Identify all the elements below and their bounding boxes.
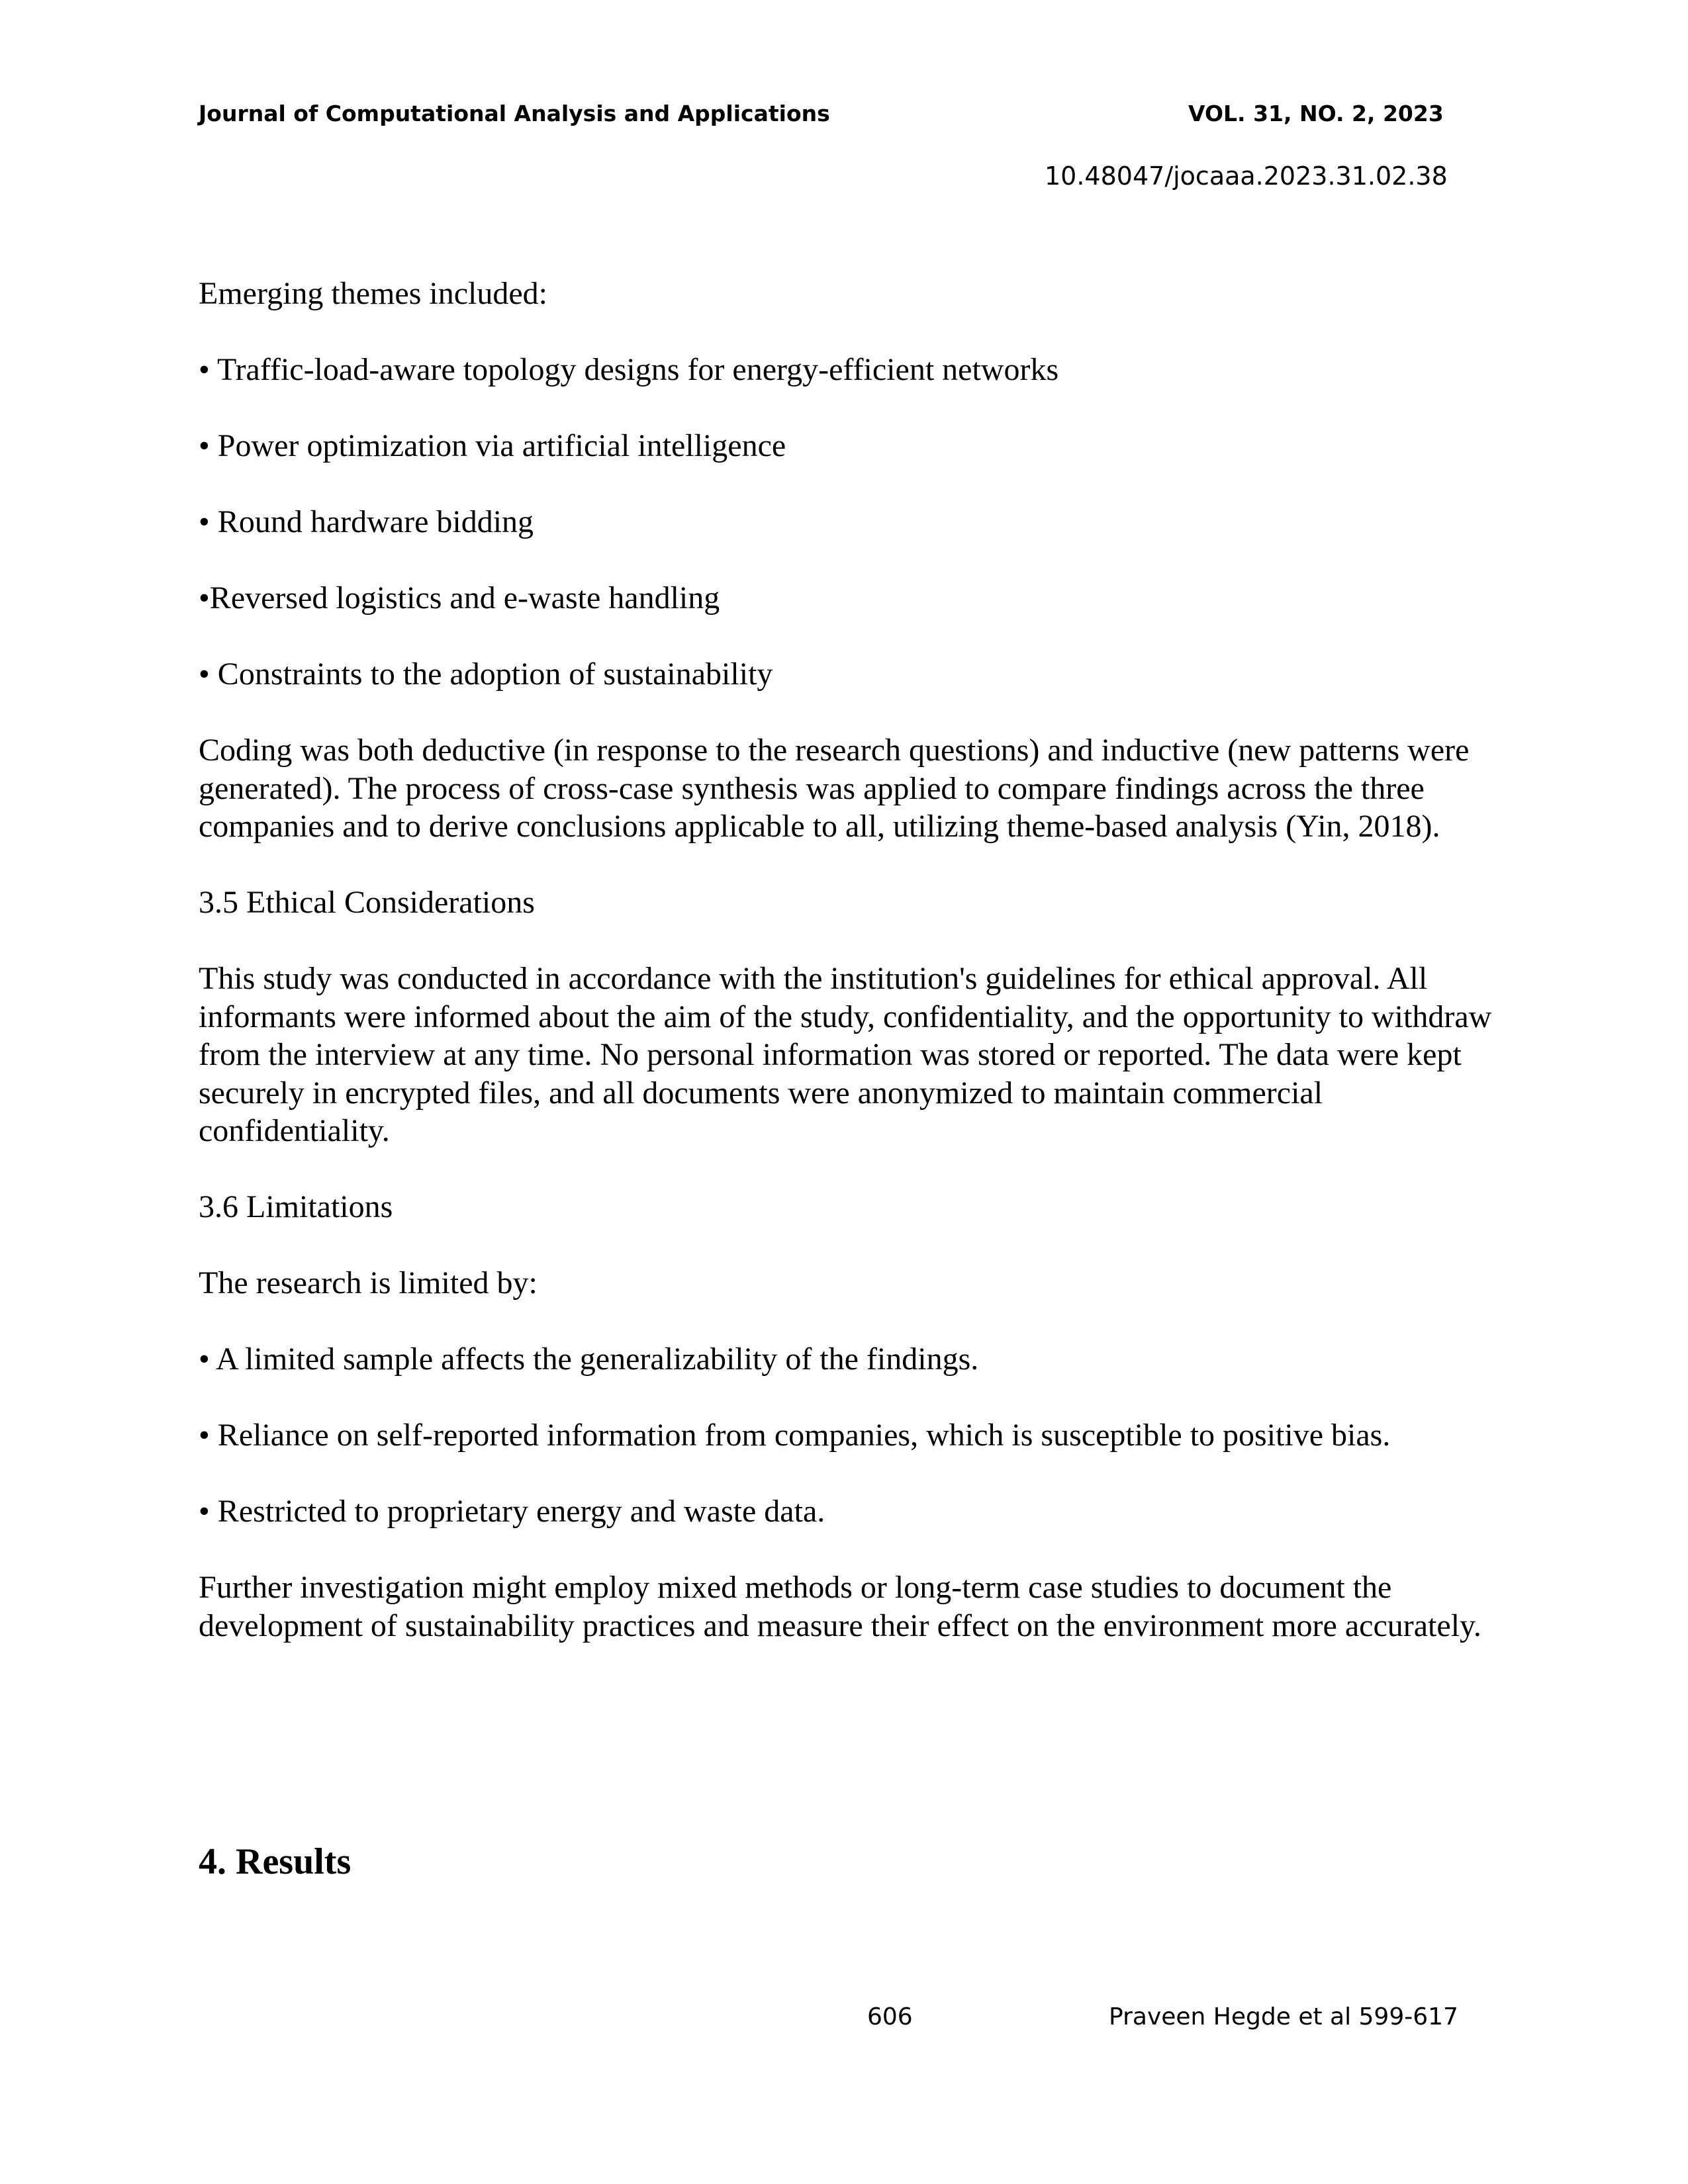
paragraph-limited-by: The research is limited by: (199, 1265, 538, 1300)
paragraph-further: Further investigation might employ mixed methods or long-term case studies to document the development of sustainability practices and measure their effect on the environment more accurately. (199, 1570, 1481, 1643)
volume-issue: VOL. 31, NO. 2, 2023 (1188, 101, 1444, 126)
section-heading-3-5: 3.5 Ethical Considerations (199, 885, 535, 920)
bullet-item: • Constraints to the adoption of sustainability (199, 657, 773, 692)
page-number: 606 (867, 2003, 913, 2030)
section-heading-3-6: 3.6 Limitations (199, 1189, 393, 1224)
bullet-item: • Traffic-load-aware topology designs for energy-efficient networks (199, 352, 1059, 387)
paragraph-ethics: This study was conducted in accordance with the institution's guidelines for ethical approval. All informants were informed about the aim of the study, confidentiality, and the opportunity to withdraw from the interview at any time. No personal information was stored or reported. The data were kept securely in encrypted files, and all documents were anonymized to maintain commercial confidentiality. (199, 961, 1492, 1148)
author-citation: Praveen Hegde et al 599-617 (1109, 2003, 1458, 2030)
section-heading-results: 4. Results (199, 1841, 352, 1882)
bullet-item: • A limited sample affects the generalizability of the findings. (199, 1342, 979, 1377)
paragraph-coding: Coding was both deductive (in response to the research questions) and inductive (new patterns were generated). The process of cross-case synthesis was applied to compare findings across the three companies and to derive conclusions applicable to all, utilizing theme-based analysis (Yin, 2018). (199, 733, 1470, 844)
paragraph-intro: Emerging themes included: (199, 276, 547, 311)
body-text (199, 275, 1496, 1683)
bullet-item: • Round hardware bidding (199, 504, 534, 539)
bullet-item: • Restricted to proprietary energy and waste data. (199, 1494, 825, 1529)
doi: 10.48047/jocaaa.2023.31.02.38 (1045, 161, 1448, 191)
journal-title: Journal of Computational Analysis and Applications (199, 101, 830, 126)
bullet-item: •Reversed logistics and e-waste handling (199, 580, 720, 615)
bullet-item: • Power optimization via artificial intelligence (199, 428, 786, 463)
bullet-item: • Reliance on self-reported information from companies, which is susceptible to positive bias. (199, 1418, 1391, 1453)
